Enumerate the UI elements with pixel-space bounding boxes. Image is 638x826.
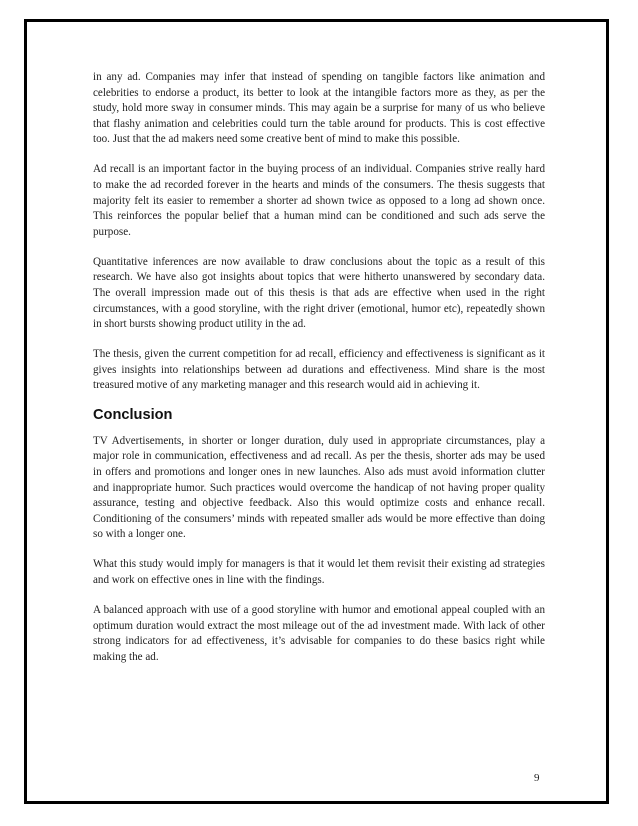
paragraph: Ad recall is an important factor in the buying process of an individual. Companies strive really hard to make the ad recorded forever in the hearts and minds of the consumers. The thesis suggests that majority felt its easier to remember a shorter ad shown twice as opposed to a long ad shown once. This reinforces the popular belief that a human mind can be conditioned and such ads serve the purpose. xyxy=(93,163,545,238)
document-body xyxy=(93,70,545,680)
page-number: 9 xyxy=(534,772,540,784)
paragraph: TV Advertisements, in shorter or longer duration, duly used in appropriate circumstances, play a major role in communication, effectiveness and ad recall. As per the thesis, shorter ads may be used in offers and promotions and longer ones in new launches. Also ads must avoid information clutter and inappropriate humor. Such practices would overcome the handicap of not having proper quality assurance, testing and objective feedback. Also this would optimize costs and enhance recall. Conditioning of the consumers’ minds with repeated smaller ads would be more effective than doing so with a longer one. xyxy=(93,434,545,541)
paragraph: The thesis, given the current competition for ad recall, efficiency and effectiveness is significant as it gives insights into relationships between ad durations and effectiveness. Mind share is the most treasured motive of any marketing manager and this research would aid in achieving it. xyxy=(93,348,545,392)
paragraph: Quantitative inferences are now available to draw conclusions about the topic as a result of this research. We have also got insights about topics that were hitherto unanswered by secondary data. The overall impression made out of this thesis is that ads are effective when used in the right circumstances, with a good storyline, with the right driver (emotional, humor etc), repeatedly shown in short bursts showing product utility in the ad. xyxy=(93,255,545,331)
section-heading: Conclusion xyxy=(93,407,173,424)
paragraph: What this study would imply for managers is that it would let them revisit their existing ad strategies and work on effective ones in line with the findings. xyxy=(93,558,545,586)
paragraph: A balanced approach with use of a good storyline with humor and emotional appeal coupled with an optimum duration would extract the most mileage out of the ad investment made. With lack of other strong indicators for ad effectiveness, it’s advisable for companies to do these basics right while making the ad. xyxy=(93,603,545,663)
paragraph: in any ad. Companies may infer that instead of spending on tangible factors like animation and celebrities to endorse a product, its better to look at the intangible factors more as they, as per the study, hold more sway in consumer minds. This may again be a surprise for many of us who believe that flashy animation and celebrities could turn the table around for products. This is cost effective too. Just that the ad makers need some creative bent of mind to make this possible. xyxy=(93,71,545,146)
